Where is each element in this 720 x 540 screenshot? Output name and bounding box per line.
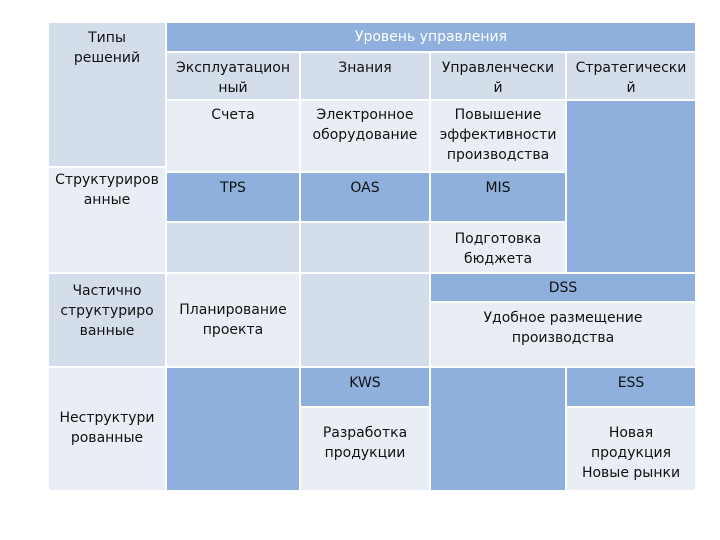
budget-label: Подготовка бюджета (454, 231, 542, 267)
dss-label: DSS (548, 280, 578, 296)
ess-label: ESS (617, 375, 645, 391)
cell-operational-empty (166, 222, 300, 273)
oas-label: OAS (350, 180, 380, 196)
accounts-label: Счета (211, 107, 255, 123)
row-header-title: Типы решений (73, 30, 141, 66)
new-products-label: Новая продукция Новые рынки (581, 425, 681, 481)
row-semi-label: Частично структуриро ванные (60, 283, 154, 339)
mis-label: MIS (485, 180, 511, 196)
row-unstructured-label: Неструктури рованные (59, 410, 155, 446)
col-operational-label: Эксплуатацион ный (176, 60, 290, 96)
electronic-equipment-label: Электронное оборудование (312, 107, 418, 143)
column-header-title: Уровень управления (354, 29, 508, 45)
col-managerial-label: Управленчески й (441, 60, 555, 96)
product-dev-label: Разработка продукции (322, 425, 408, 461)
tps-label: TPS (220, 180, 246, 196)
placement-label: Удобное размещение производства (483, 310, 643, 346)
col-strategic-label: Стратегически й (575, 60, 687, 96)
row-structured-label: Структуриров анные (55, 172, 159, 208)
cell-semi-knowledge-empty (300, 273, 430, 367)
kws-label: KWS (349, 375, 381, 391)
cell-unstructured-operational (166, 367, 300, 491)
efficiency-label: Повышение эффективности производства (439, 107, 557, 163)
project-planning-label: Планирование проекта (179, 302, 287, 338)
col-knowledge-label: Знания (338, 60, 392, 76)
cell-strategic-blue (566, 100, 696, 273)
cell-knowledge-empty (300, 222, 430, 273)
cell-unstructured-managerial (430, 367, 566, 491)
